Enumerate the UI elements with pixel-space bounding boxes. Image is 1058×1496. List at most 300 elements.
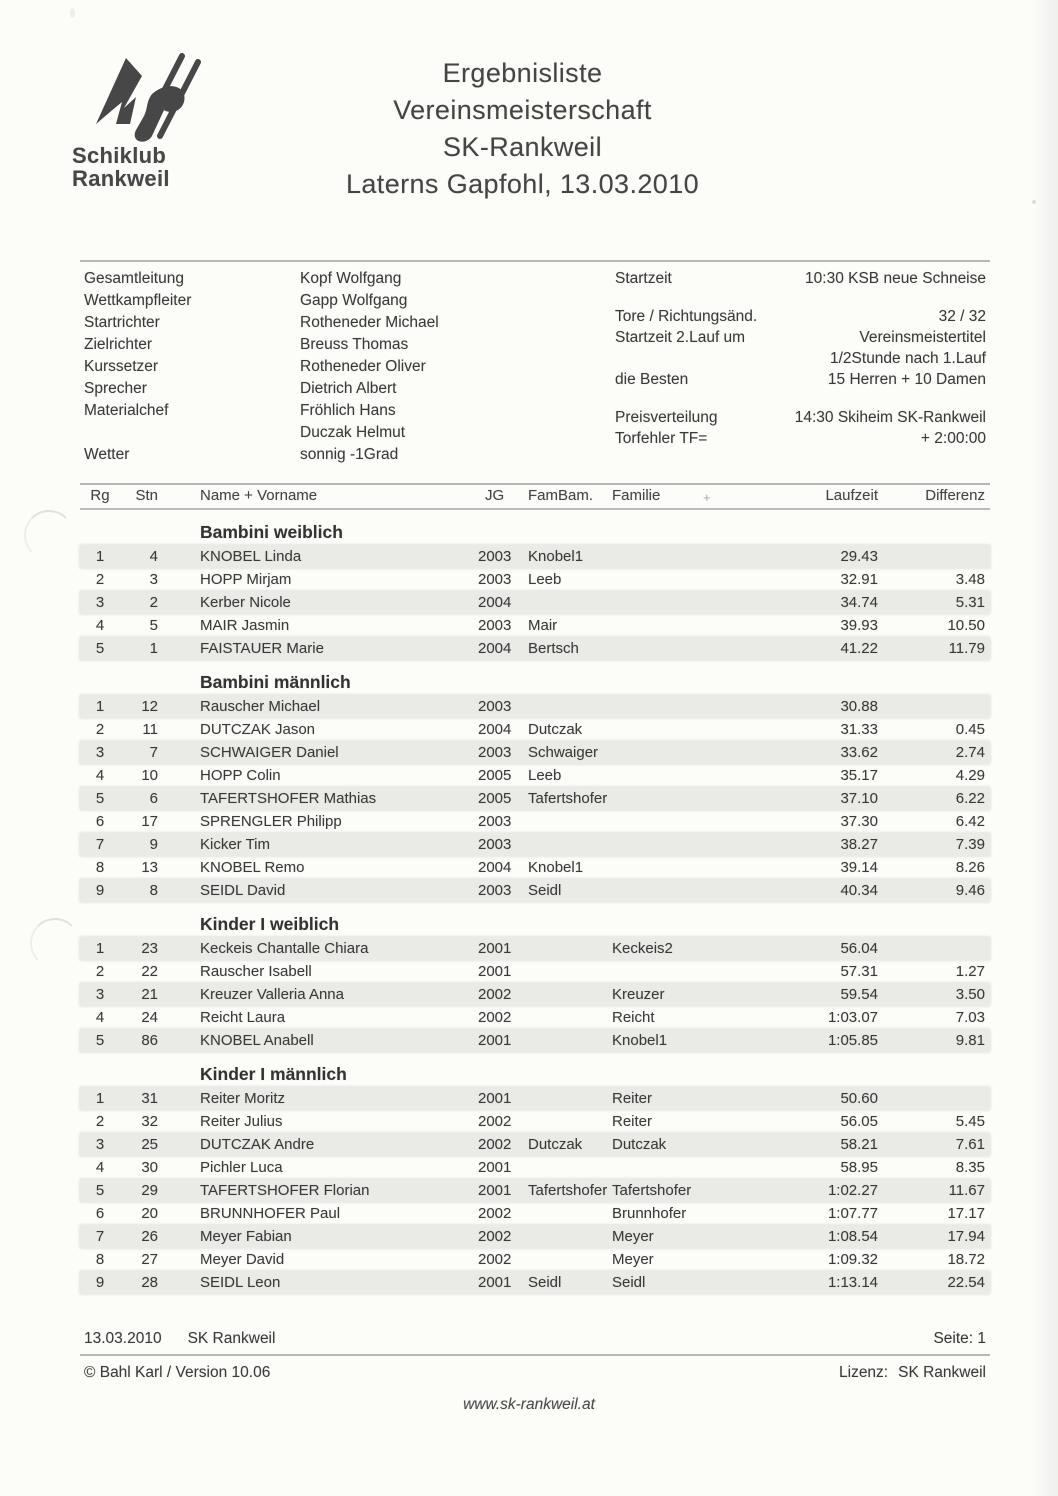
scan-artifact-plus: +: [703, 490, 711, 505]
cell-time: 58.95: [840, 1159, 878, 1176]
cell-fambam: Knobel1: [528, 548, 584, 565]
cell-rank: 4: [95, 617, 105, 634]
cell-familie: [608, 879, 734, 902]
official-row: [84, 444, 439, 466]
result-row: [80, 1271, 990, 1294]
cell-rank: 9: [95, 1274, 105, 1291]
cell-familie: Meyer: [612, 1251, 654, 1268]
cell-fambam: Leeb: [528, 767, 562, 784]
cell-familie: [608, 591, 734, 614]
cell-year: 2002: [478, 1251, 512, 1268]
result-row: [80, 1156, 990, 1179]
detail-value: 32 / 32: [938, 308, 986, 325]
cell-year: 2003: [478, 548, 512, 565]
cell-time: 30.88: [840, 698, 878, 715]
cell-rank: 7: [95, 836, 105, 853]
cell-familie: Dutczak: [612, 1136, 667, 1153]
cell-name: TAFERTSHOFER Florian: [200, 1182, 370, 1199]
cell-rank: 3: [95, 594, 105, 611]
club-name-line1: Schiklub: [72, 143, 167, 168]
footer-date: 13.03.2010: [84, 1330, 162, 1347]
scan-artifact-arc: [30, 918, 80, 968]
section-title: Bambini weiblich: [200, 522, 343, 542]
cell-rank: 4: [95, 1159, 105, 1176]
result-row: [80, 545, 990, 568]
cell-name: Kicker Tim: [200, 836, 271, 853]
website-url: www.sk-rankweil.at: [463, 1396, 595, 1413]
cell-bib: 3: [149, 571, 158, 588]
cell-rank: 1: [95, 698, 105, 715]
cell-bib: 12: [141, 698, 158, 715]
official-label: Startrichter: [84, 314, 160, 331]
cell-name: FAISTAUER Marie: [200, 640, 324, 657]
cell-fambam: [522, 960, 608, 983]
official-row: [84, 268, 439, 290]
cell-fambam: Tafertshofer: [528, 790, 608, 807]
cell-familie: [608, 718, 734, 741]
cell-year: 2001: [478, 940, 512, 957]
footer-line1: [84, 1330, 986, 1348]
official-row: [84, 400, 439, 422]
cell-time: 40.34: [840, 882, 878, 899]
cell-fambam: [522, 1110, 608, 1133]
cell-difference: 6.42: [955, 813, 985, 830]
cell-fambam: Seidl: [528, 882, 562, 899]
cell-rank: 6: [95, 813, 105, 830]
detail-value: Vereinsmeistertitel: [859, 329, 986, 346]
result-row: [80, 1179, 990, 1202]
cell-fambam: Bertsch: [528, 640, 579, 657]
cell-rank: 7: [95, 1228, 105, 1245]
cell-name: SEIDL David: [200, 882, 286, 899]
cell-year: 2003: [478, 571, 512, 588]
cell-difference: 7.61: [955, 1136, 985, 1153]
title-line-1: Ergebnisliste: [442, 58, 603, 88]
cell-bib: 10: [141, 767, 158, 784]
cell-year: 2002: [478, 1113, 512, 1130]
footer-line2: [84, 1364, 986, 1382]
cell-name: TAFERTSHOFER Mathias: [200, 790, 377, 807]
cell-time: 1:09.32: [827, 1251, 878, 1268]
official-value: Duczak Helmut: [300, 424, 406, 441]
officials-list: [84, 268, 439, 466]
cell-name: Reiter Moritz: [200, 1090, 286, 1107]
cell-year: 2002: [478, 1009, 512, 1026]
cell-year: 2004: [478, 859, 512, 876]
cell-fambam: [522, 1248, 608, 1271]
footer-left: [84, 1330, 275, 1348]
cell-bib: 29: [141, 1182, 158, 1199]
cell-fambam: Schwaiger: [528, 744, 599, 761]
cell-bib: 26: [141, 1228, 158, 1245]
cell-year: 2003: [478, 698, 512, 715]
cell-fambam: [522, 983, 608, 1006]
cell-year: 2001: [478, 963, 512, 980]
cell-time: 1:02.27: [827, 1182, 878, 1199]
result-row: [80, 741, 990, 764]
cell-bib: 25: [141, 1136, 158, 1153]
result-row: [80, 1133, 990, 1156]
result-row: [80, 879, 990, 902]
cell-rank: 3: [95, 986, 105, 1003]
official-value: Fröhlich Hans: [300, 402, 396, 419]
result-row: [80, 833, 990, 856]
cell-bib: 7: [149, 744, 158, 761]
detail-value: 14:30 Skiheim SK-Rankweil: [794, 409, 986, 426]
official-row: [84, 378, 439, 400]
cell-bib: 11: [142, 721, 158, 738]
cell-familie: [608, 856, 734, 879]
cell-fambam: [522, 695, 608, 718]
official-value: Breuss Thomas: [300, 336, 409, 353]
cell-time: 33.62: [840, 744, 878, 761]
cell-familie: Keckeis2: [612, 940, 673, 957]
detail-value: 1/2Stunde nach 1.Lauf: [830, 350, 986, 367]
official-value: Kopf Wolfgang: [300, 270, 402, 287]
cell-year: 2001: [478, 1159, 512, 1176]
cell-rank: 3: [95, 744, 105, 761]
detail-value: + 2:00:00: [920, 430, 986, 447]
footer-copyright: © Bahl Karl / Version 10.06: [84, 1364, 271, 1381]
detail-row: [615, 306, 986, 327]
section-title: Kinder I männlich: [200, 1064, 347, 1084]
official-label: Wetter: [84, 446, 130, 463]
cell-rank: 4: [95, 767, 105, 784]
cell-rank: 3: [95, 1136, 105, 1153]
official-label: Materialchef: [84, 402, 169, 419]
result-row: [80, 695, 990, 718]
detail-label: Preisverteilung: [615, 409, 718, 426]
cell-difference: 9.81: [955, 1032, 985, 1049]
cell-time: 37.10: [840, 790, 878, 807]
cell-fambam: [522, 1006, 608, 1029]
cell-time: 50.60: [840, 1090, 878, 1107]
page-number: Seite: 1: [933, 1330, 986, 1347]
cell-fambam: [522, 1202, 608, 1225]
cell-fambam: [522, 937, 608, 960]
cell-name: DUTCZAK Jason: [200, 721, 316, 738]
result-row: [80, 1202, 990, 1225]
cell-familie: [608, 787, 734, 810]
cell-year: 2003: [478, 813, 512, 830]
cell-fambam: Tafertshofer: [528, 1182, 608, 1199]
cell-time: 32.91: [840, 571, 878, 588]
cell-bib: 6: [149, 790, 158, 807]
skier-logo-icon: [86, 50, 226, 144]
cell-rank: 9: [95, 882, 105, 899]
cell-familie: [608, 545, 734, 568]
cell-fambam: Dutczak: [528, 721, 583, 738]
result-row: [80, 1029, 990, 1052]
cell-time: 1:05.85: [827, 1032, 878, 1049]
section-title: Bambini männlich: [200, 672, 351, 692]
cell-time: 58.21: [840, 1136, 878, 1153]
cell-rank: 8: [95, 1251, 105, 1268]
cell-name: Keckeis Chantalle Chiara: [200, 940, 369, 957]
cell-rank: 8: [95, 859, 105, 876]
result-row: [80, 718, 990, 741]
cell-familie: Reiter: [612, 1090, 653, 1107]
cell-time: 1:07.77: [827, 1205, 878, 1222]
official-value: Dietrich Albert: [300, 380, 397, 397]
cell-year: 2004: [478, 594, 512, 611]
cell-name: MAIR Jasmin: [200, 617, 290, 634]
cell-familie: Tafertshofer: [612, 1182, 692, 1199]
cell-rank: 2: [95, 571, 105, 588]
cell-name: Rauscher Michael: [200, 698, 321, 715]
cell-name: BRUNNHOFER Paul: [200, 1205, 341, 1222]
cell-bib: 21: [141, 986, 158, 1003]
cell-bib: 30: [141, 1159, 158, 1176]
cell-difference: 3.48: [955, 571, 985, 588]
detail-row: [615, 348, 986, 369]
cell-time: 1:03.07: [827, 1009, 878, 1026]
cell-name: DUTCZAK Andre: [200, 1136, 315, 1153]
cell-bib: 5: [149, 617, 158, 634]
cell-rank: 5: [95, 1182, 105, 1199]
official-label: Zielrichter: [84, 336, 153, 353]
official-row: [84, 290, 439, 312]
cell-fambam: [522, 810, 608, 833]
cell-difference: 11.79: [948, 640, 985, 657]
cell-rank: 1: [95, 548, 105, 565]
cell-time: 1:08.54: [827, 1228, 878, 1245]
cell-year: 2002: [478, 1205, 512, 1222]
cell-year: 2001: [478, 1090, 512, 1107]
cell-bib: 2: [149, 594, 158, 611]
title-line-3: SK-Rankweil: [443, 132, 602, 162]
scan-artifact-arc: [24, 510, 74, 560]
cell-familie: [608, 614, 734, 637]
cell-difference: 17.94: [947, 1228, 985, 1245]
result-row: [80, 637, 990, 660]
detail-row: [615, 369, 986, 390]
cell-difference: 2.74: [955, 744, 985, 761]
cell-bib: 4: [149, 548, 158, 565]
detail-value: 10:30 KSB neue Schneise: [805, 270, 986, 287]
cell-year: 2004: [478, 640, 512, 657]
cell-fambam: [522, 1225, 608, 1248]
cell-rank: 1: [95, 1090, 105, 1107]
cell-name: Rauscher Isabell: [200, 963, 312, 980]
cell-time: 41.22: [840, 640, 878, 657]
cell-year: 2001: [478, 1182, 512, 1199]
detail-row: [615, 407, 986, 428]
cell-bib: 8: [149, 882, 158, 899]
cell-fambam: Leeb: [528, 571, 562, 588]
col-header-name: Name + Vorname: [200, 487, 318, 504]
cell-name: KNOBEL Linda: [200, 548, 302, 565]
document-title: [250, 55, 795, 203]
cell-familie: [608, 833, 734, 856]
club-name: [72, 144, 252, 190]
detail-label: Startzeit 2.Lauf um: [615, 329, 746, 346]
cell-difference: 10.50: [947, 617, 985, 634]
result-row: [80, 937, 990, 960]
detail-row: [615, 428, 986, 449]
cell-name: Pichler Luca: [200, 1159, 283, 1176]
cell-time: 29.43: [840, 548, 878, 565]
cell-rank: 2: [95, 721, 105, 738]
cell-familie: [608, 764, 734, 787]
cell-bib: 22: [141, 963, 158, 980]
result-row: [80, 787, 990, 810]
cell-difference: [880, 695, 990, 718]
cell-year: 2003: [478, 882, 512, 899]
result-row: [80, 1225, 990, 1248]
result-row: [80, 1110, 990, 1133]
cell-familie: Reiter: [612, 1113, 653, 1130]
cell-familie: Meyer: [612, 1228, 654, 1245]
cell-difference: 8.26: [955, 859, 985, 876]
official-label: Sprecher: [84, 380, 147, 397]
cell-bib: 17: [141, 813, 158, 830]
cell-rank: 5: [95, 790, 105, 807]
cell-difference: 5.45: [955, 1113, 985, 1130]
cell-fambam: Knobel1: [528, 859, 584, 876]
cell-rank: 6: [95, 1205, 105, 1222]
cell-difference: 7.39: [955, 836, 985, 853]
cell-bib: 24: [141, 1009, 158, 1026]
cell-bib: 31: [141, 1090, 158, 1107]
title-line-4: Laterns Gapfohl, 13.03.2010: [345, 169, 700, 199]
detail-label: Torfehler TF=: [615, 430, 708, 447]
official-row: [84, 312, 439, 334]
cell-fambam: Seidl: [528, 1274, 562, 1291]
official-row: [84, 422, 439, 444]
cell-familie: Seidl: [612, 1274, 646, 1291]
cell-year: 2003: [478, 836, 512, 853]
detail-label: die Besten: [615, 371, 689, 388]
official-value: Rotheneder Oliver: [300, 358, 426, 375]
license-value: SK Rankweil: [898, 1364, 986, 1381]
scan-edge-shade: [1032, 0, 1058, 1496]
cell-fambam: [522, 1029, 608, 1052]
cell-difference: 7.03: [955, 1009, 985, 1026]
cell-time: 59.54: [840, 986, 878, 1003]
cell-name: Kerber Nicole: [200, 594, 291, 611]
cell-fambam: Mair: [528, 617, 558, 634]
cell-rank: 2: [95, 963, 105, 980]
table-header-row: [80, 483, 990, 510]
cell-bib: 9: [149, 836, 158, 853]
official-label: Wettkampfleiter: [84, 292, 192, 309]
cell-year: 2005: [478, 790, 512, 807]
scan-artifact-dot: [70, 8, 75, 18]
result-row: [80, 1087, 990, 1110]
cell-familie: Kreuzer: [612, 986, 665, 1003]
cell-bib: 13: [141, 859, 158, 876]
official-row: [84, 356, 439, 378]
cell-year: 2005: [478, 767, 512, 784]
cell-rank: 5: [95, 640, 105, 657]
cell-name: SEIDL Leon: [200, 1274, 281, 1291]
cell-time: 34.74: [840, 594, 878, 611]
footer-rule: [80, 1354, 990, 1356]
cell-rank: 1: [95, 940, 105, 957]
section-title: Kinder I weiblich: [200, 914, 340, 934]
results-body: [80, 519, 990, 1294]
cell-difference: [880, 545, 990, 568]
cell-time: 56.04: [840, 940, 878, 957]
cell-year: 2004: [478, 721, 512, 738]
cell-name: SCHWAIGER Daniel: [200, 744, 339, 761]
cell-name: Meyer Fabian: [200, 1228, 292, 1245]
cell-difference: 17.17: [947, 1205, 985, 1222]
result-row: [80, 810, 990, 833]
official-value: sonnig -1Grad: [300, 446, 399, 463]
cell-familie: [608, 637, 734, 660]
club-name-line2: Rankweil: [72, 166, 170, 191]
cell-fambam: [522, 1156, 608, 1179]
detail-label: Tore / Richtungsänd.: [615, 308, 758, 325]
col-header-familie: Familie: [612, 487, 661, 504]
club-logo: [72, 50, 252, 190]
cell-familie: [608, 741, 734, 764]
cell-fambam: [522, 1087, 608, 1110]
cell-time: 35.17: [840, 767, 878, 784]
cell-familie: Reicht: [612, 1009, 655, 1026]
footer-club: SK Rankweil: [187, 1330, 276, 1347]
cell-familie: [608, 1156, 734, 1179]
cell-difference: 3.50: [955, 986, 985, 1003]
cell-bib: 27: [141, 1251, 158, 1268]
cell-difference: 18.72: [947, 1251, 985, 1268]
cell-familie: [608, 695, 734, 718]
cell-bib: 86: [141, 1032, 158, 1049]
cell-difference: 6.22: [955, 790, 985, 807]
cell-bib: 20: [141, 1205, 158, 1222]
cell-difference: 4.29: [955, 767, 985, 784]
detail-row: [615, 327, 986, 348]
cell-difference: 11.67: [948, 1182, 985, 1199]
cell-fambam: Dutczak: [528, 1136, 583, 1153]
result-row: [80, 1006, 990, 1029]
cell-difference: [880, 937, 990, 960]
cell-name: HOPP Colin: [200, 767, 281, 784]
cell-name: Reicht Laura: [200, 1009, 286, 1026]
official-value: Rotheneder Michael: [300, 314, 439, 331]
cell-time: 39.14: [840, 859, 878, 876]
official-label: Gesamtleitung: [84, 270, 184, 287]
cell-difference: 1.27: [955, 963, 985, 980]
footer-license: [839, 1364, 986, 1382]
info-top-rule: [80, 260, 990, 262]
cell-familie: [608, 568, 734, 591]
result-row: [80, 591, 990, 614]
cell-fambam: [522, 833, 608, 856]
official-label: Kurssetzer: [84, 358, 159, 375]
col-header-jg: JG: [485, 487, 505, 504]
detail-row: [615, 268, 986, 289]
cell-year: 2002: [478, 986, 512, 1003]
result-row: [80, 856, 990, 879]
cell-name: KNOBEL Remo: [200, 859, 305, 876]
cell-bib: 23: [141, 940, 158, 957]
cell-name: Reiter Julius: [200, 1113, 283, 1130]
scan-artifact-dot: [1032, 200, 1036, 204]
cell-time: 37.30: [840, 813, 878, 830]
result-row: [80, 960, 990, 983]
cell-difference: [880, 1087, 990, 1110]
detail-label: Startzeit: [615, 270, 672, 287]
col-header-differenz: Differenz: [925, 487, 985, 504]
cell-rank: 2: [95, 1113, 105, 1130]
cell-difference: 5.31: [955, 594, 985, 611]
cell-time: 1:13.14: [827, 1274, 878, 1291]
cell-familie: Brunnhofer: [612, 1205, 687, 1222]
col-header-stn: Stn: [135, 487, 158, 504]
